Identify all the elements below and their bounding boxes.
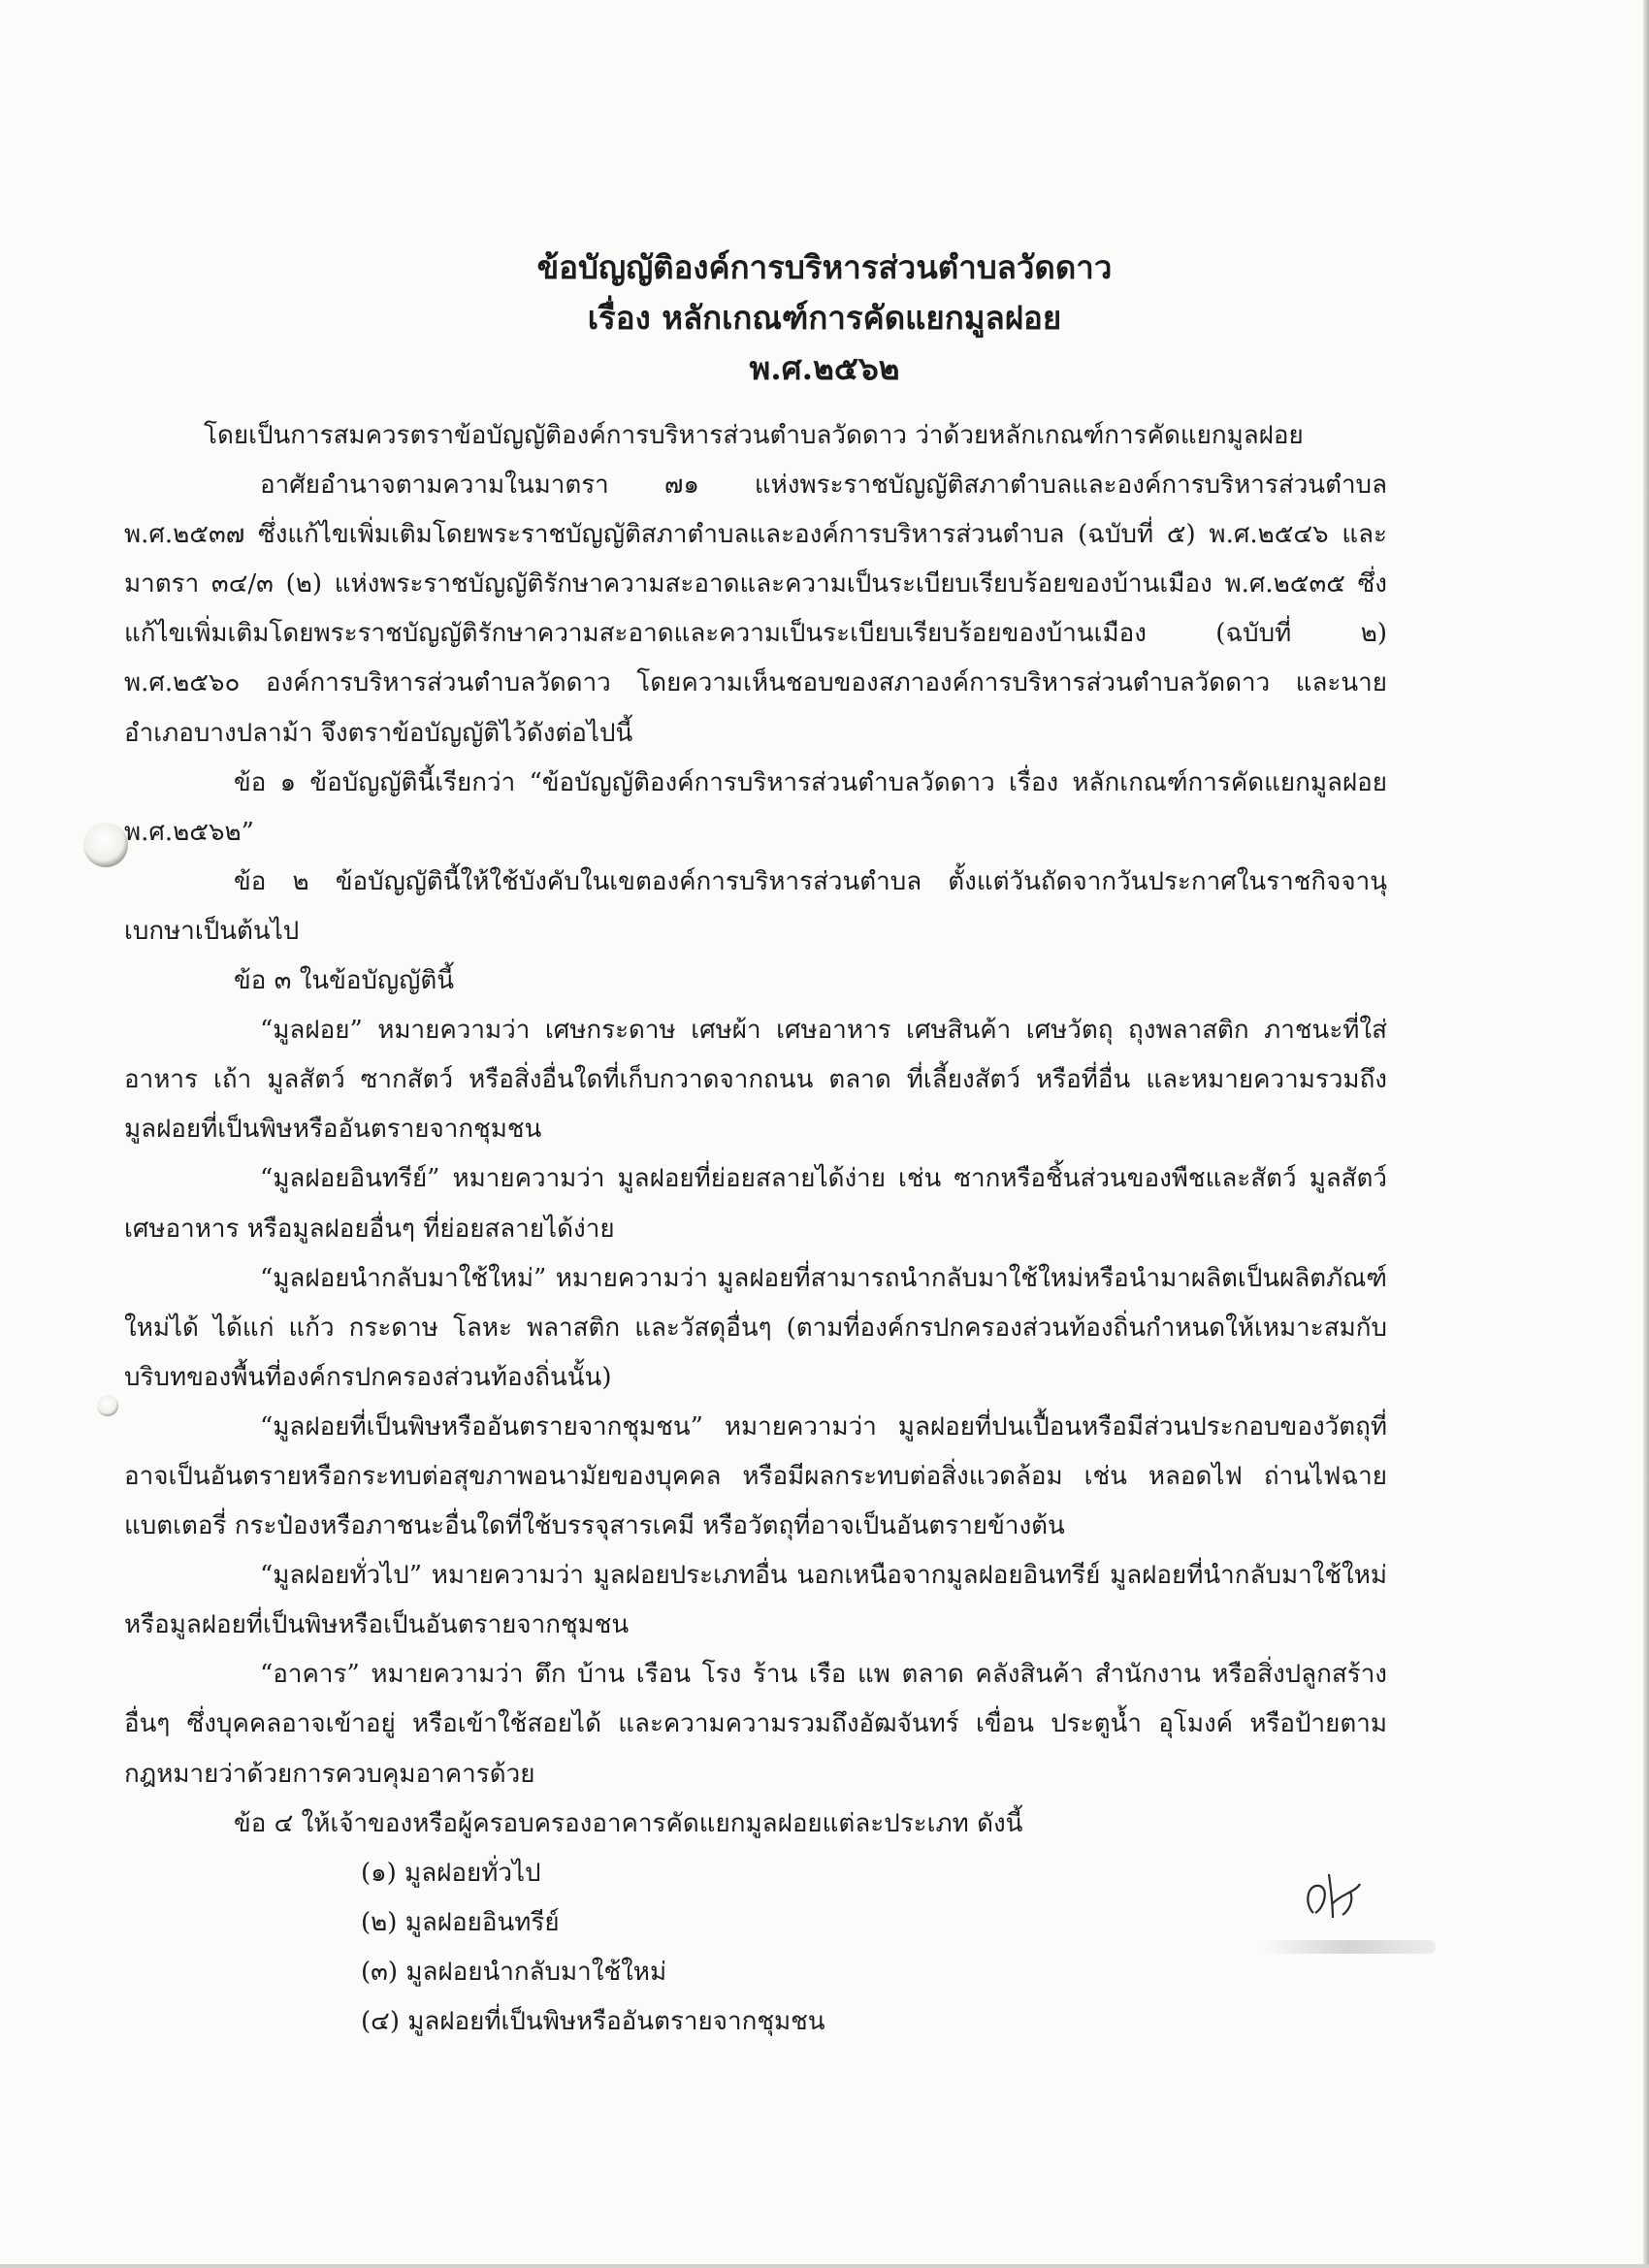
title-line-2: เรื่อง หลักเกณฑ์การคัดแยกมูลฝอย xyxy=(587,299,1062,337)
clause-4-item: (๑) มูลฝอยทั่วไป xyxy=(361,1858,541,1888)
clause-3: ข้อ ๓ ในข้อบัญญัตินี้ xyxy=(234,966,455,996)
preamble-paragraph-1: โดยเป็นการสมควรตราข้อบัญญัติองค์การบริหารส่วนตำบลวัดดาว ว่าด้วยหลักเกณฑ์การคัดแยกมูลฝอย xyxy=(204,421,1304,450)
definition-recyclable-waste: “มูลฝอยนำกลับมาใช้ใหม่” หมายความว่า มูลฝอยที่สามารถนำกลับมาใช้ใหม่หรือนำมาผลิตเป็นผลิตภัณฑ์ใหม่ได้ ได้แก่ แก้ว กระดาษ โลหะ พลาสติก และวัสดุอื่นๆ (ตามที่องค์กรปกครองส่วนท้องถิ่นกำหนดให้เหมาะสมกับบริบทของพื้นที่องค์กรปกครองส่วนท้องถิ่นนั้น) xyxy=(124,1263,1387,1392)
clause-4-item: (๒) มูลฝอยอินทรีย์ xyxy=(361,1907,560,1937)
document-body xyxy=(124,411,1387,2047)
document-title xyxy=(0,243,1649,394)
clause-4-intro: ข้อ ๔ ให้เจ้าของหรือผู้ครอบครองอาคารคัดแยกมูลฝอยแต่ละประเภท ดังนี้ xyxy=(234,1808,1023,1838)
clause-2: ข้อ ๒ ข้อบัญญัตินี้ให้ใช้บังคับในเขตองค์การบริหารส่วนตำบล ตั้งแต่วันถัดจากวันประกาศในราชกิจจานุเบกษาเป็นต้นไป xyxy=(124,866,1387,946)
preamble-paragraph-2: อาศัยอำนาจตามความในมาตรา ๗๑ แห่งพระราชบัญญัติสภาตำบลและองค์การบริหารส่วนตำบล พ.ศ.๒๕๓๗ ซึ่งแก้ไขเพิ่มเติมโดยพระราชบัญญัติสภาตำบลและองค์การบริหารส่วนตำบล (ฉบับที่ ๕) พ.ศ.๒๕๔๖ และมาตรา ๓๔/๓ (๒) แห่งพระราชบัญญัติรักษาความสะอาดและความเป็นระเบียบเรียบร้อยของบ้านเมือง พ.ศ.๒๕๓๕ ซึ่งแก้ไขเพิ่มเติมโดยพระราชบัญญัติรักษาความสะอาดและความเป็นระเบียบเรียบร้อยของบ้านเมือง (ฉบับที่ ๒) พ.ศ.๒๕๖๐ องค์การบริหารส่วนตำบลวัดดาว โดยความเห็นชอบของสภาองค์การบริหารส่วนตำบลวัดดาว และนายอำเภอบางปลาม้า จึงตราข้อบัญญัติไว้ดังต่อไปนี้ xyxy=(124,470,1387,748)
title-line-3: พ.ศ.๒๕๖๒ xyxy=(749,349,900,387)
clause-4-item: (๔) มูลฝอยที่เป็นพิษหรืออันตรายจากชุมชน xyxy=(361,2007,825,2036)
definition-waste: “มูลฝอย” หมายความว่า เศษกระดาษ เศษผ้า เศษอาหาร เศษสินค้า เศษวัตถุ ถุงพลาสติก ภาชนะที่ใส่อาหาร เถ้า มูลสัตว์ ซากสัตว์ หรือสิ่งอื่นใดที่เก็บกวาดจากถนน ตลาด ที่เลี้ยงสัตว์ หรือที่อื่น และหมายความรวมถึงมูลฝอยที่เป็นพิษหรืออันตรายจากชุมชน xyxy=(124,1016,1387,1145)
signature-smudge xyxy=(1261,1940,1436,1954)
definition-general-waste: “มูลฝอยทั่วไป” หมายความว่า มูลฝอยประเภทอื่น นอกเหนือจากมูลฝอยอินทรีย์ มูลฝอยที่นำกลับมาใช้ใหม่ หรือมูลฝอยที่เป็นพิษหรือเป็นอันตรายจากชุมชน xyxy=(124,1561,1387,1640)
punch-hole xyxy=(83,823,128,867)
clause-4-item: (๓) มูลฝอยนำกลับมาใช้ใหม่ xyxy=(361,1957,667,1987)
title-line-1: ข้อบัญญัติองค์การบริหารส่วนตำบลวัดดาว xyxy=(536,248,1113,286)
definition-organic-waste: “มูลฝอยอินทรีย์” หมายความว่า มูลฝอยที่ย่อยสลายได้ง่าย เช่น ซากหรือชิ้นส่วนของพืชและสัตว์ มูลสัตว์ เศษอาหาร หรือมูลฝอยอื่นๆ ที่ย่อยสลายได้ง่าย xyxy=(124,1164,1387,1244)
definition-building: “อาคาร” หมายความว่า ตึก บ้าน เรือน โรง ร้าน เรือ แพ ตลาด คลังสินค้า สำนักงาน หรือสิ่งปลูกสร้างอื่นๆ ซึ่งบุคคลอาจเข้าอยู่ หรือเข้าใช้สอยได้ และความความรวมถึงอัฒจันทร์ เขื่อน ประตูน้ำ อุโมงค์ หรือป้ายตามกฎหมายว่าด้วยการควบคุมอาคารด้วย xyxy=(124,1660,1387,1789)
scan-edge-bottom xyxy=(0,2264,1649,2268)
punch-hole-small xyxy=(97,1395,118,1416)
definition-hazardous-waste: “มูลฝอยที่เป็นพิษหรืออันตรายจากชุมชน” หมายความว่า มูลฝอยที่ปนเปื้อนหรือมีส่วนประกอบของวัตถุที่อาจเป็นอันตรายหรือกระทบต่อสุขภาพอนามัยของบุคคล หรือมีผลกระทบต่อสิ่งแวดล้อม เช่น หลอดไฟ ถ่านไฟฉาย แบตเตอรี่ กระป๋องหรือภาชนะอื่นใดที่ใช้บรรจุสารเคมี หรือวัตถุที่อาจเป็นอันตรายข้างต้น xyxy=(124,1411,1387,1541)
initial-signature xyxy=(1300,1864,1368,1925)
clause-1: ข้อ ๑ ข้อบัญญัตินี้เรียกว่า “ข้อบัญญัติองค์การบริหารส่วนตำบลวัดดาว เรื่อง หลักเกณฑ์การคัดแยกมูลฝอย พ.ศ.๒๕๖๒” xyxy=(124,767,1387,847)
